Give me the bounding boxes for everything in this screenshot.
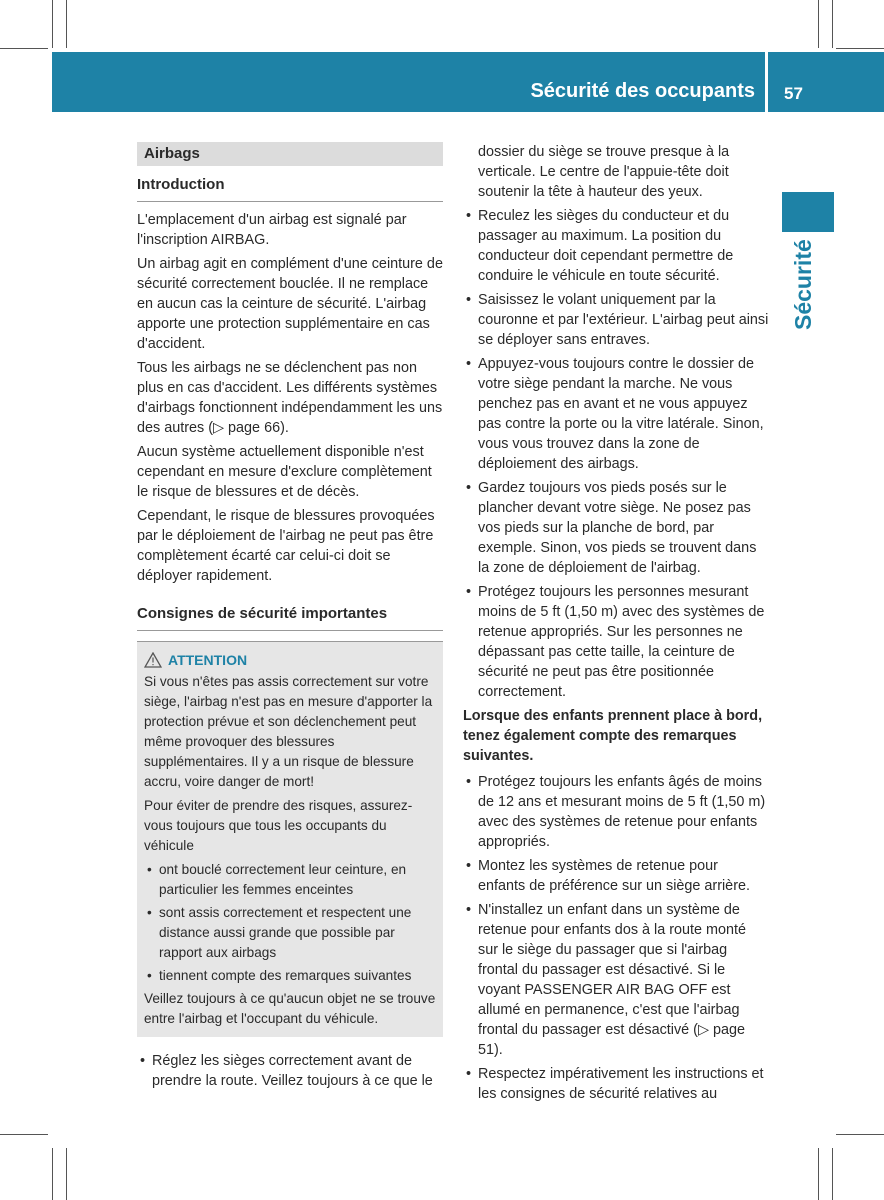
list-item: • Gardez toujours vos pieds posés sur le plancher devant votre siège. Ne posez pas vos pieds sur la planche de bord, par exemple. Sinon, vos pieds se trouvent dans la zone de déploiement de l'airbag.: [463, 478, 769, 578]
paragraph: Aucun système actuellement disponible n'est cependant en mesure d'exclure complètement le risque de blessures et de décès.: [137, 444, 432, 500]
header-bar: [52, 52, 765, 112]
list-item: • Protégez toujours les personnes mesurant moins de 5 ft (1,50 m) avec des systèmes de retenue appropriés. Sur les personnes ne dépassant pas cette taille, la ceinture de sécurité ne peut pas être positionnée correctement.: [463, 582, 769, 702]
list-item: • Réglez les sièges correctement avant de prendre la route. Veillez toujours à ce que le: [137, 1051, 443, 1091]
crop-mark: [832, 1148, 833, 1200]
paragraph: Cependant, le risque de blessures provoquées par le déploiement de l'airbag ne peut pas être complètement écarté car celui-ci doit se déployer rapidement.: [137, 508, 435, 584]
side-tab-marker: [782, 192, 834, 232]
crop-mark: [818, 1148, 819, 1200]
warning-title: ATTENTION: [168, 652, 248, 668]
list-item: • sont assis correctement et respectent une distance aussi grande que possible par rapport aux airbags: [144, 903, 436, 963]
page-number: 57: [784, 84, 803, 103]
crop-mark: [66, 1148, 67, 1200]
bullet-list: [463, 206, 769, 702]
crop-mark: [836, 1134, 884, 1135]
paragraph: Un airbag agit en complément d'une ceinture de sécurité correctement bouclée. Il ne remplace en aucun cas la ceinture de sécurité. L'airbag apporte une protection supplémentaire en cas d'accident.: [137, 256, 443, 352]
crop-mark: [66, 0, 67, 48]
warning-list: [144, 860, 436, 986]
bullet-list: [137, 1051, 443, 1091]
list-item: • Respectez impérativement les instructions et les consignes de sécurité relatives au: [463, 1064, 769, 1104]
list-item: • Protégez toujours les enfants âgés de moins de 12 ans et mesurant moins de 5 ft (1,50 m) avec des systèmes de retenue pour enfants appropriés.: [463, 772, 769, 852]
crop-mark: [832, 0, 833, 48]
crop-mark: [0, 48, 48, 49]
page-title: Sécurité des occupants: [530, 80, 755, 102]
crop-mark: [52, 1148, 53, 1200]
list-item: • N'installez un enfant dans un système de retenue pour enfants dos à la route monté sur le siège du passager que si l'airbag frontal du passager est désactivé. Si le voyant PASSENGER AIR BAG OFF est allumé en permanence, c'est que l'airbag frontal du passager est désactivé (▷ page 51).: [463, 900, 769, 1060]
bold-paragraph: Lorsque des enfants prennent place à bord, tenez également compte des remarques suivantes.: [463, 708, 763, 764]
list-item: • Appuyez-vous toujours contre le dossier de votre siège pendant la marche. Ne vous penchez pas en avant et ne vous appuyez pas contre la porte ou la vitre latérale. Sinon, vous vous trouvez dans la zone de déploiement des airbags.: [463, 354, 769, 474]
warning-triangle-icon: [144, 652, 162, 668]
left-column: [137, 142, 443, 1095]
list-item: • Reculez les sièges du conducteur et du passager au maximum. La position du conducteur doit cependant permettre de conduire le véhicule en toute sécurité.: [463, 206, 769, 286]
page-number-box: [768, 52, 884, 112]
crop-mark: [0, 1134, 48, 1135]
warning-header: [144, 650, 436, 670]
side-tab-label: Sécurité: [790, 239, 816, 330]
warning-text: Pour éviter de prendre des risques, assurez-vous toujours que tous les occupants du véhicule: [144, 798, 413, 853]
crop-mark: [52, 0, 53, 48]
list-item: • ont bouclé correctement leur ceinture, en particulier les femmes enceintes: [144, 860, 436, 900]
bullet-list: [463, 772, 769, 1104]
right-column: [463, 142, 769, 1108]
warning-text: Si vous n'êtes pas assis correctement sur votre siège, l'airbag n'est pas en mesure d'apporter la protection prévue et son déclenchement peut même provoquer des blessures supplémentaires. Il y a un risque de blessure accru, voire danger de mort!: [144, 674, 433, 789]
paragraph: L'emplacement d'un airbag est signalé par l'inscription AIRBAG.: [137, 212, 407, 248]
crop-mark: [836, 48, 884, 49]
paragraph: Tous les airbags ne se déclenchent pas non plus en cas d'accident. Les différents systèmes d'airbags fonctionnent indépendamment les uns des autres (▷ page 66).: [137, 360, 443, 436]
list-item: • Saisissez le volant uniquement par la couronne et par l'extérieur. L'airbag peut ainsi se déployer sans entraves.: [463, 290, 769, 350]
list-item: • tiennent compte des remarques suivantes: [144, 966, 436, 986]
consignes-heading: Consignes de sécurité importantes: [137, 604, 443, 631]
section-heading: Airbags: [137, 142, 443, 166]
warning-box: [137, 641, 443, 1037]
warning-text: Veillez toujours à ce qu'aucun objet ne se trouve entre l'airbag et l'occupant du véhicule.: [144, 991, 436, 1026]
intro-heading: Introduction: [137, 175, 443, 202]
continued-text: dossier du siège se trouve presque à la verticale. Le centre de l'appuie-tête doit soutenir la tête à hauteur des yeux.: [478, 144, 730, 200]
list-item: • Montez les systèmes de retenue pour enfants de préférence sur un siège arrière.: [463, 856, 769, 896]
crop-mark: [818, 0, 819, 48]
